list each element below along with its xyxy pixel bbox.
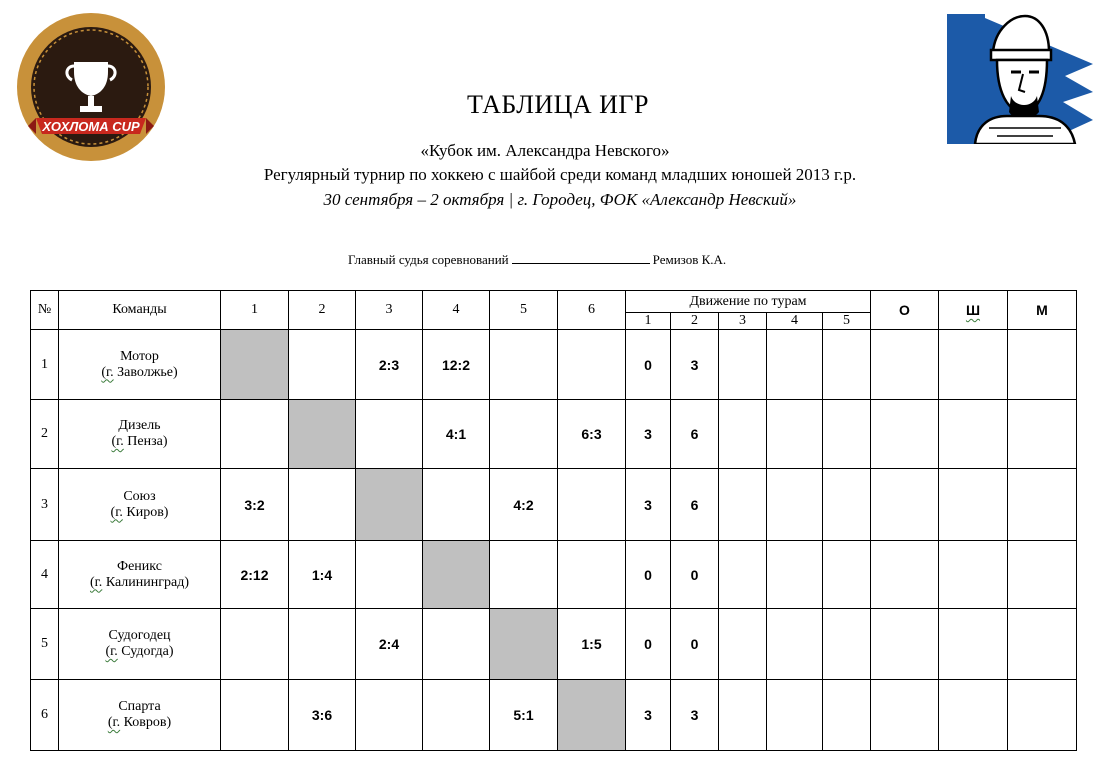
place-cell <box>1008 609 1077 680</box>
score-cell: 4:2 <box>490 469 558 541</box>
score-cell: 3:2 <box>221 469 289 541</box>
round-points-cell: 0 <box>626 609 671 680</box>
score-cell: 1:4 <box>289 541 356 609</box>
chief-judge-line <box>348 252 726 268</box>
round-points-cell <box>767 469 823 541</box>
total-points-cell <box>871 609 939 680</box>
score-cell: 4:1 <box>423 400 490 469</box>
team-number: 6 <box>31 680 59 751</box>
score-cell <box>289 469 356 541</box>
score-cell: 2:3 <box>356 330 423 400</box>
round-points-cell: 3 <box>671 680 719 751</box>
header-place: М <box>1008 291 1077 330</box>
round-points-cell <box>767 400 823 469</box>
header-col-3: 3 <box>356 291 423 330</box>
hokhloma-cup-logo <box>16 12 166 162</box>
place-cell <box>1008 541 1077 609</box>
place-cell <box>1008 400 1077 469</box>
team-city: (г. Пенза) <box>111 434 168 449</box>
table-row <box>31 330 1077 400</box>
team-number: 2 <box>31 400 59 469</box>
score-cell: 2:12 <box>221 541 289 609</box>
team-city: (г. Калининград) <box>89 574 189 590</box>
team-city: (г. Киров) <box>110 504 169 520</box>
team-cell <box>59 680 221 751</box>
goals-cell <box>939 469 1008 541</box>
games-table-body <box>31 291 1077 751</box>
trophy-icon <box>16 12 166 162</box>
score-cell <box>558 541 626 609</box>
header-points: О <box>871 291 939 330</box>
header-teams: Команды <box>59 291 221 330</box>
round-points-cell: 6 <box>671 469 719 541</box>
round-points-cell <box>767 330 823 400</box>
round-points-cell <box>823 330 871 400</box>
total-points-cell <box>871 680 939 751</box>
score-cell <box>221 400 289 469</box>
score-cell: 12:2 <box>423 330 490 400</box>
round-points-cell <box>719 400 767 469</box>
header-round-2: 2 <box>671 313 719 330</box>
team-city: (г. Судогда) <box>105 644 174 659</box>
cup-name: «Кубок им. Александра Невского» <box>420 141 670 160</box>
logo-text: ХОХЛОМА CUP <box>42 119 140 134</box>
diagonal-cell <box>221 330 289 400</box>
header-round-4: 4 <box>767 313 823 330</box>
table-row <box>31 680 1077 751</box>
place-cell <box>1008 330 1077 400</box>
header-number: № <box>31 291 59 330</box>
total-points-cell <box>871 400 939 469</box>
team-cell <box>59 541 221 609</box>
round-points-cell <box>823 680 871 751</box>
goals-cell <box>939 680 1008 751</box>
score-cell <box>490 400 558 469</box>
table-row <box>31 541 1077 609</box>
team-name: Союз <box>123 488 156 504</box>
round-points-cell: 3 <box>626 469 671 541</box>
round-points-cell <box>823 609 871 680</box>
header-goals <box>939 291 1008 330</box>
team-name: Спарта <box>118 699 161 714</box>
team-cell <box>59 469 221 541</box>
round-points-cell <box>823 469 871 541</box>
score-cell <box>490 330 558 400</box>
chief-judge-name: Ремизов К.А. <box>652 252 727 267</box>
round-points-cell: 3 <box>626 680 671 751</box>
round-points-cell: 6 <box>671 400 719 469</box>
round-points-cell: 0 <box>671 541 719 609</box>
round-points-cell: 0 <box>626 541 671 609</box>
score-cell <box>221 680 289 751</box>
team-city: (г. Ковров) <box>107 715 172 730</box>
total-points-cell <box>871 330 939 400</box>
team-number: 4 <box>31 541 59 609</box>
diagonal-cell <box>423 541 490 609</box>
score-cell: 5:1 <box>490 680 558 751</box>
score-cell <box>356 400 423 469</box>
team-city: (г. Заволжье) <box>101 364 178 380</box>
header-motion-by-rounds: Движение по турам <box>626 291 871 313</box>
team-number: 1 <box>31 330 59 400</box>
header-round-1: 1 <box>626 313 671 330</box>
header-col-6: 6 <box>558 291 626 330</box>
score-cell <box>356 680 423 751</box>
score-cell <box>289 330 356 400</box>
team-cell <box>59 609 221 680</box>
place-cell <box>1008 469 1077 541</box>
team-number: 5 <box>31 609 59 680</box>
score-cell <box>423 680 490 751</box>
round-points-cell <box>767 680 823 751</box>
score-cell: 2:4 <box>356 609 423 680</box>
games-table <box>30 290 1077 751</box>
team-cell <box>59 330 221 400</box>
dates-and-venue: 30 сентября – 2 октября | г. Городец, ФОК «Александр Невский» <box>323 190 797 209</box>
team-name: Судогодец <box>108 628 171 643</box>
score-cell: 3:6 <box>289 680 356 751</box>
score-cell <box>558 330 626 400</box>
alexander-nevsky-logo <box>945 12 1093 144</box>
score-cell: 1:5 <box>558 609 626 680</box>
goals-cell <box>939 609 1008 680</box>
team-name: Мотор <box>120 348 159 364</box>
header-col-5: 5 <box>490 291 558 330</box>
round-points-cell <box>767 609 823 680</box>
team-number: 3 <box>31 469 59 541</box>
score-cell <box>490 541 558 609</box>
place-cell <box>1008 680 1077 751</box>
header-col-1: 1 <box>221 291 289 330</box>
tournament-description: Регулярный турнир по хоккею с шайбой среди команд младших юношей 2013 г.р. <box>263 165 857 184</box>
diagonal-cell <box>490 609 558 680</box>
round-points-cell: 0 <box>671 609 719 680</box>
score-cell <box>423 469 490 541</box>
header-col-2: 2 <box>289 291 356 330</box>
header-row <box>31 291 1077 313</box>
diagonal-cell <box>356 469 423 541</box>
round-points-cell: 0 <box>626 330 671 400</box>
signature-line <box>512 253 650 264</box>
score-cell <box>423 609 490 680</box>
team-name: Феникс <box>117 558 162 574</box>
team-name: Дизель <box>118 418 161 433</box>
alexander-nevsky-icon <box>945 12 1093 144</box>
table-row <box>31 400 1077 469</box>
score-cell <box>289 609 356 680</box>
goals-cell <box>939 330 1008 400</box>
score-cell <box>558 469 626 541</box>
goals-cell <box>939 541 1008 609</box>
table-row <box>31 469 1077 541</box>
round-points-cell <box>719 541 767 609</box>
round-points-cell <box>719 609 767 680</box>
round-points-cell <box>719 469 767 541</box>
total-points-cell <box>871 541 939 609</box>
round-points-cell <box>719 330 767 400</box>
header-col-4: 4 <box>423 291 490 330</box>
round-points-cell <box>823 400 871 469</box>
round-points-cell: 3 <box>626 400 671 469</box>
round-points-cell <box>719 680 767 751</box>
score-cell <box>356 541 423 609</box>
diagonal-cell <box>558 680 626 751</box>
round-points-cell: 3 <box>671 330 719 400</box>
header-round-3: 3 <box>719 313 767 330</box>
total-points-cell <box>871 469 939 541</box>
round-points-cell <box>767 541 823 609</box>
page-title: ТАБЛИЦА ИГР <box>467 90 649 119</box>
header-goals-label: Ш <box>965 302 981 318</box>
score-cell <box>221 609 289 680</box>
goals-cell <box>939 400 1008 469</box>
diagonal-cell <box>289 400 356 469</box>
team-cell <box>59 400 221 469</box>
round-points-cell <box>823 541 871 609</box>
table-row <box>31 609 1077 680</box>
header-round-5: 5 <box>823 313 871 330</box>
chief-judge-label: Главный судья соревнований <box>348 252 509 267</box>
score-cell: 6:3 <box>558 400 626 469</box>
